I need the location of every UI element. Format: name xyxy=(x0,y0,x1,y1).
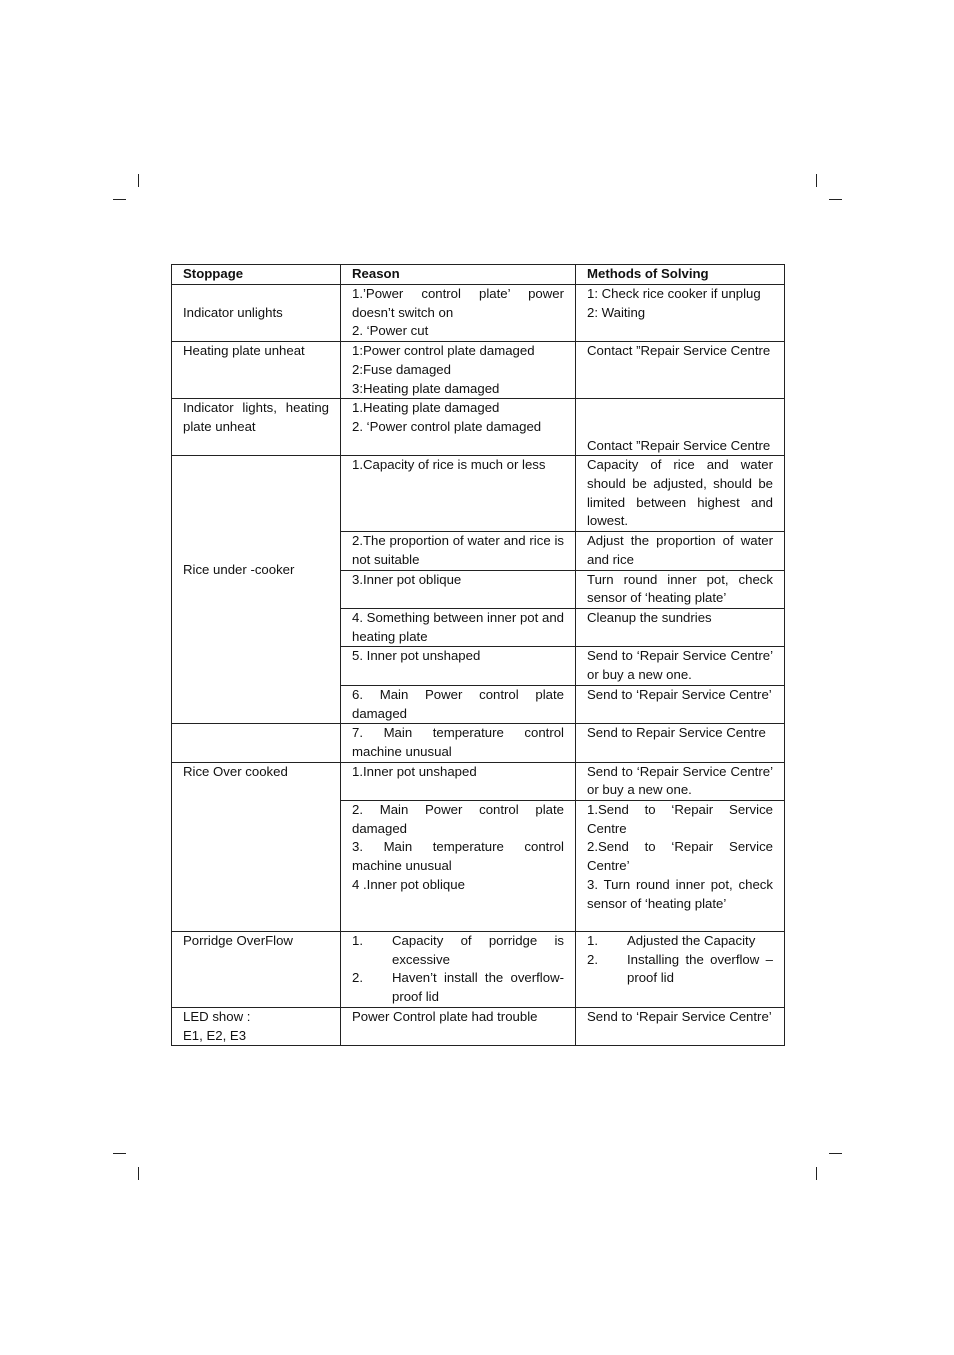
reason-cell: 3.Inner pot oblique xyxy=(341,570,576,608)
crop-mark xyxy=(829,199,842,200)
item-text: Adjusted the Capacity xyxy=(627,933,756,949)
method-cell: Send to ‘Repair Service Centre’ or buy a new one. xyxy=(576,762,785,800)
crop-mark xyxy=(113,199,126,200)
reason-line: 3. Main temperature control machine unusual xyxy=(352,839,564,874)
stoppage-cell xyxy=(172,1007,341,1045)
table-header-row xyxy=(172,265,785,285)
method-cell: Contact ”Repair Service Centre xyxy=(576,342,785,399)
method-cell: Send to ‘Repair Service Centre’ xyxy=(576,685,785,723)
table-row xyxy=(172,724,785,762)
method-cell: Send to Repair Service Centre xyxy=(576,724,785,762)
item-text: Capacity of porridge is excessive xyxy=(392,933,564,967)
header-reason: Reason xyxy=(341,265,576,285)
method-cell: Adjust the proportion of water and rice xyxy=(576,532,785,570)
reason-cell xyxy=(341,285,576,342)
method-cell xyxy=(576,285,785,342)
header-stoppage: Stoppage xyxy=(172,265,341,285)
reason-cell xyxy=(341,342,576,399)
table-row xyxy=(172,285,785,342)
troubleshooting-table xyxy=(171,264,785,1046)
stoppage-cell xyxy=(172,724,341,762)
table-row xyxy=(172,342,785,399)
item-number: 2. xyxy=(587,951,598,967)
stoppage-cell: Indicator lights, heating plate unheat xyxy=(172,399,341,456)
item-number: 1. xyxy=(352,933,363,949)
stoppage-line: E1, E2, E3 xyxy=(183,1027,247,1043)
method-cell: Turn round inner pot, check sensor of ‘heating plate’ xyxy=(576,570,785,608)
reason-cell: Power Control plate had trouble xyxy=(341,1007,576,1045)
reason-cell: 6. Main Power control plate damaged xyxy=(341,685,576,723)
numbered-item xyxy=(587,932,773,951)
stoppage-cell: Rice Over cooked xyxy=(172,762,341,931)
crop-mark xyxy=(816,174,817,187)
reason-cell: 1.Capacity of rice is much or less xyxy=(341,456,576,532)
crop-mark xyxy=(816,1167,817,1180)
reason-line: 2. Main Power control plate damaged xyxy=(352,802,564,836)
reason-cell: 5. Inner pot unshaped xyxy=(341,647,576,685)
method-cell: Cleanup the sundries xyxy=(576,609,785,647)
header-methods: Methods of Solving xyxy=(576,265,785,285)
crop-mark xyxy=(138,174,139,187)
reason-cell xyxy=(341,399,576,456)
reason-line: 4 .Inner pot oblique xyxy=(352,876,465,892)
table-row xyxy=(172,762,785,800)
table-row xyxy=(172,399,785,456)
method-cell: Capacity of rice and water should be adjusted, should be limited between highest and lowest. xyxy=(576,456,785,532)
item-text: Installing the overflow –proof lid xyxy=(627,951,773,986)
reason-cell: 4. Something between inner pot and heating plate xyxy=(341,609,576,647)
numbered-item xyxy=(587,951,773,988)
stoppage-cell: Heating plate unheat xyxy=(172,342,341,399)
reason-cell xyxy=(341,932,576,1008)
method-cell xyxy=(576,801,785,932)
table-row xyxy=(172,932,785,1008)
method-line: 2: Waiting xyxy=(587,304,646,320)
stoppage-cell: Porridge OverFlow xyxy=(172,932,341,1008)
reason-line: 2. ‘Power control plate damaged xyxy=(352,418,542,434)
method-cell: Send to ‘Repair Service Centre’ or buy a new one. xyxy=(576,647,785,685)
crop-mark xyxy=(138,1167,139,1180)
method-line: 2.Send to ‘Repair Service Centre’ xyxy=(587,839,773,874)
reason-cell xyxy=(341,801,576,932)
reason-line: 1.Heating plate damaged xyxy=(352,400,500,416)
stoppage-cell: Indicator unlights xyxy=(172,285,341,342)
reason-cell: 2.The proportion of water and rice is not suitable xyxy=(341,532,576,570)
method-cell: Contact ”Repair Service Centre xyxy=(576,399,785,456)
numbered-item xyxy=(352,932,564,969)
method-line: 1: Check rice cooker if unplug xyxy=(587,286,761,301)
method-line: 1.Send to ‘Repair Service Centre xyxy=(587,802,773,836)
reason-line: 2:Fuse damaged xyxy=(352,361,451,377)
table-row xyxy=(172,456,785,532)
table-row xyxy=(172,1007,785,1045)
method-cell: Send to ‘Repair Service Centre’ xyxy=(576,1007,785,1045)
reason-cell: 1.Inner pot unshaped xyxy=(341,762,576,800)
method-line: 3. Turn round inner pot, check sensor of ‘heating plate’ xyxy=(587,876,773,911)
crop-mark xyxy=(113,1153,126,1154)
stoppage-cell: Rice under -cooker xyxy=(172,456,341,724)
item-number: 2. xyxy=(352,970,363,986)
reason-cell: 7. Main temperature control machine unusual xyxy=(341,724,576,762)
reason-line: 3:Heating plate damaged xyxy=(352,380,500,396)
stoppage-line: LED show : xyxy=(183,1008,251,1024)
numbered-item xyxy=(352,969,564,1006)
reason-line: 2. ‘Power cut xyxy=(352,323,429,339)
reason-line: 1.’Power control plate’ power doesn’t switch on xyxy=(352,286,564,320)
item-text: Haven’t install the overflow-proof lid xyxy=(392,970,564,1005)
reason-line: 1:Power control plate damaged xyxy=(352,343,535,359)
item-number: 1. xyxy=(587,933,598,949)
method-cell xyxy=(576,932,785,1008)
crop-mark xyxy=(829,1153,842,1154)
